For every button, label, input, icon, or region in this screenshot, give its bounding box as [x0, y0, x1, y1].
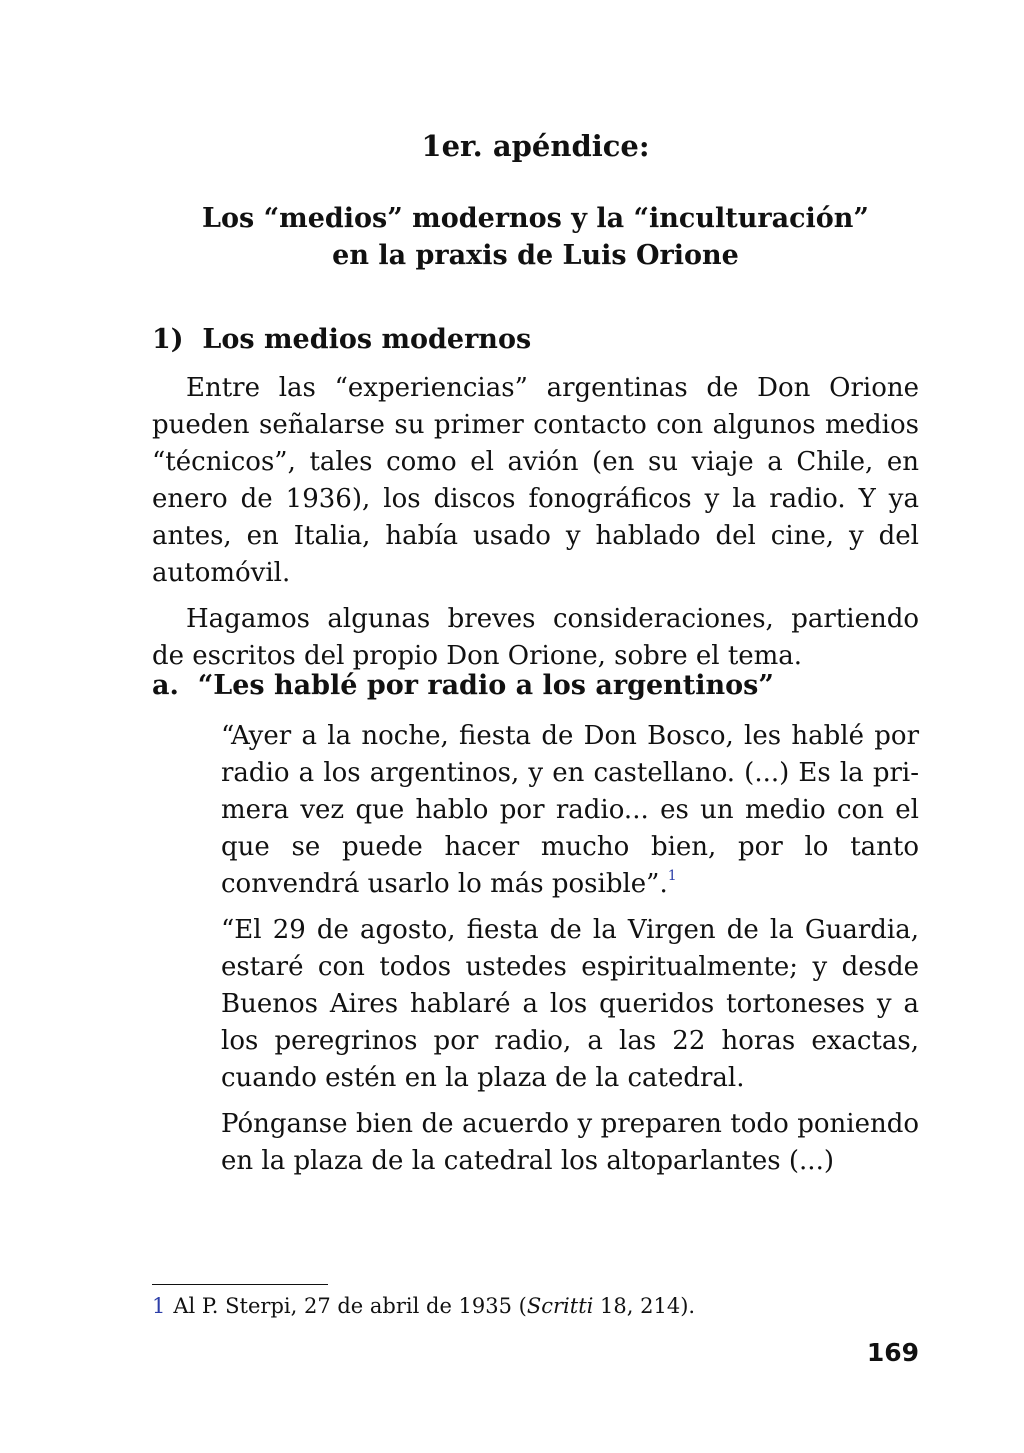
- quote-paragraph-1: [221, 718, 919, 903]
- quote-block: [221, 718, 919, 1180]
- paragraph-consideraciones: Hagamos algunas breves consideraciones, partiendo de escritos del propio Don Orione, sobre el tema.: [152, 604, 919, 671]
- section-heading-medios-modernos: 1) Los medios modernos: [152, 324, 532, 355]
- subsection-heading-radio: a. “Les hablé por radio a los argentinos”: [152, 670, 774, 701]
- footnote-1: [152, 1292, 919, 1320]
- quote-1-text: “Ayer a la noche, fiesta de Don Bosco, les hablé por radio a los argentinos, y en castellano. (...) Es la primera vez que hablo por radio... es un medio con el que se puede hacer mucho bien, por lo tanto convendrá usarlo lo más posible”.: [221, 721, 919, 899]
- quote-paragraph-2: “El 29 de agosto, fiesta de la Virgen de la Guardia, estaré con todos ustedes espiritualmente; y desde Buenos Aires hablaré a los queridos tortoneses y a los peregrinos por radio, a las 22 horas exactas, cuando estén en la plaza de la catedral.: [221, 915, 919, 1093]
- page-number: 169: [866, 1338, 919, 1367]
- footnote-divider: [152, 1284, 328, 1285]
- footnote-text-before: Al P. Sterpi, 27 de abril de 1935 (: [173, 1294, 527, 1318]
- footnote-number: 1: [152, 1294, 166, 1318]
- footnote-reference-1[interactable]: 1: [667, 868, 677, 884]
- subtitle-line-2: en la praxis de Luis Orione: [332, 240, 739, 271]
- subtitle-line-1: Los “medios” modernos y la “inculturación”: [202, 203, 869, 234]
- footnote-text-after: 18, 214).: [593, 1294, 696, 1318]
- subsection-a: [152, 668, 919, 704]
- quote-paragraph-3: Pónganse bien de acuerdo y preparen todo poniendo en la plaza de la catedral los altoparlantes (...): [221, 1109, 919, 1176]
- paragraph-experiencias: Entre las “experiencias” argentinas de Don Orione pueden señalarse su primer contacto con algunos medios “técnicos”, tales como el avión (en su viaje a Chile, en enero de 1936), los discos fonográficos y la radio. Y ya antes, en Italia, había usado y hablado del cine, y del automóvil.: [152, 373, 919, 588]
- appendix-title: 1er. apéndice:: [421, 129, 650, 163]
- section-1: [152, 322, 919, 675]
- appendix-subtitle: [152, 200, 919, 274]
- footnote-italic-title: Scritti: [526, 1294, 594, 1318]
